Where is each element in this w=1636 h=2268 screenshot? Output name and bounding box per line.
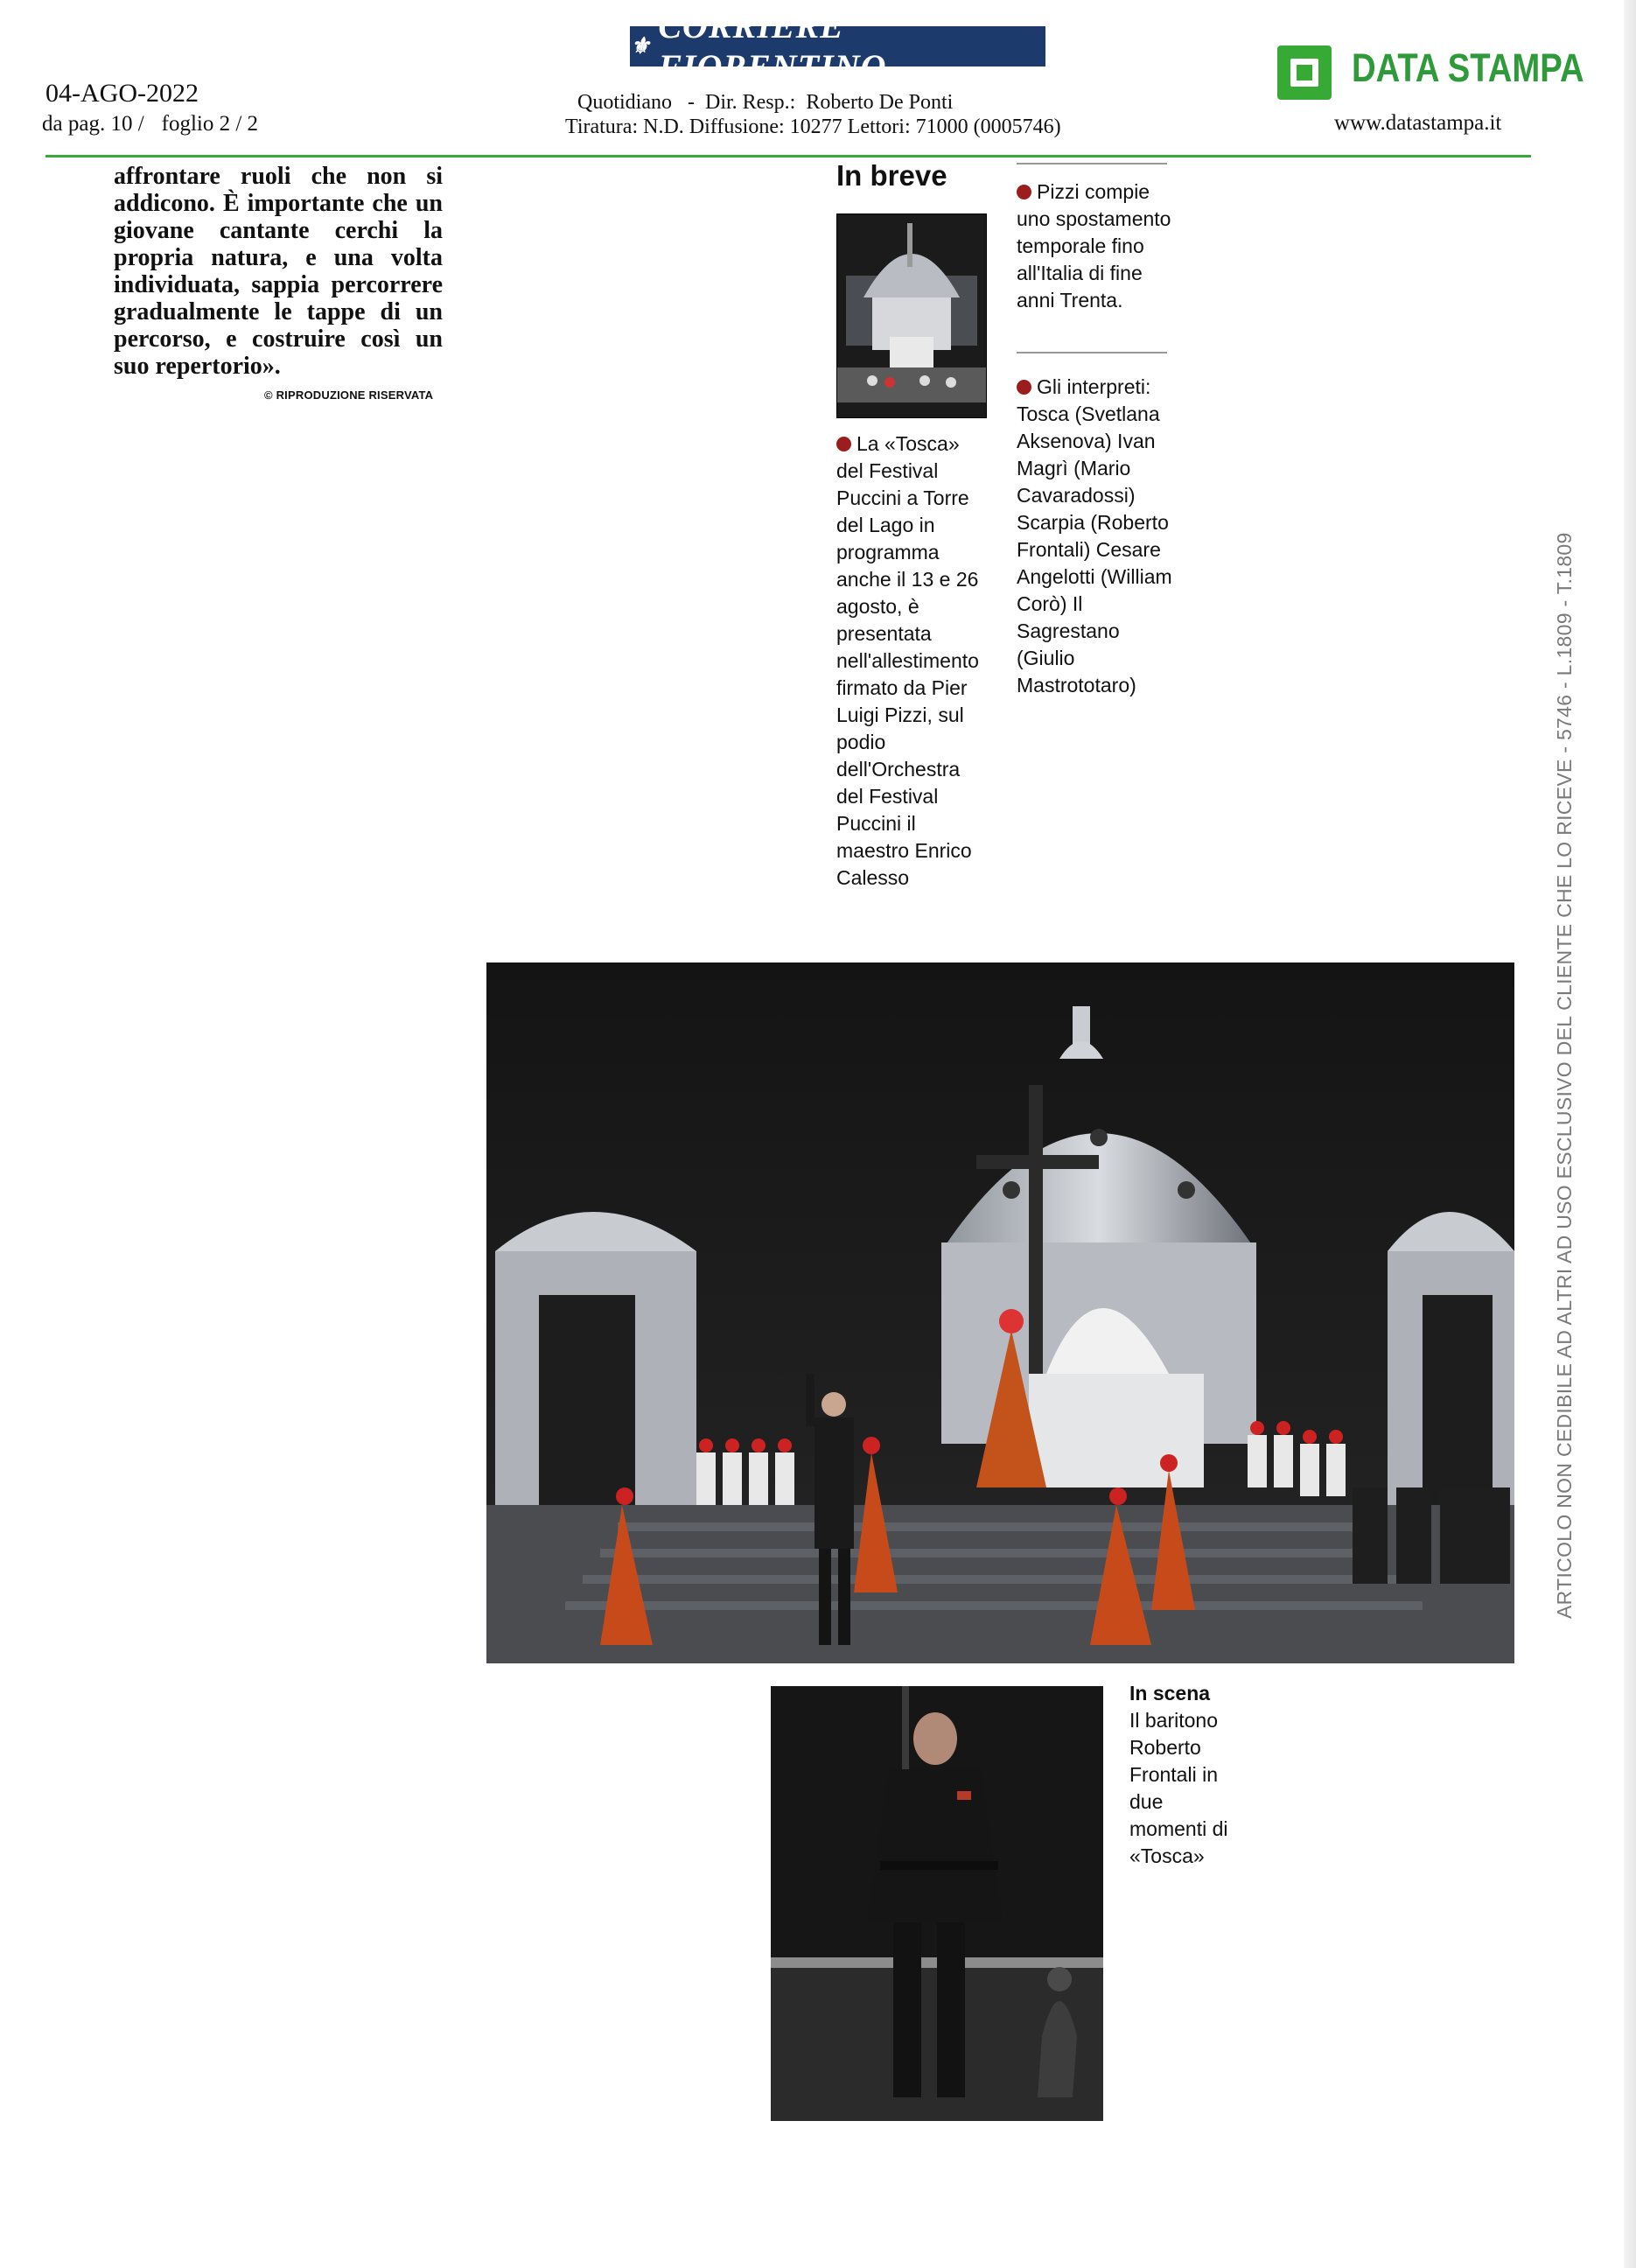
- usage-disclaimer: ARTICOLO NON CEDIBILE AD ALTRI AD USO ESCLUSIVO DEL CLIENTE CHE LO RICEVE - 5746 - L.1809 - T.1809: [1553, 532, 1576, 1619]
- bullet-dot-icon: [1017, 380, 1031, 395]
- newspaper-name: CORRIERE FIORENTINO: [658, 6, 887, 87]
- page-edge: [1624, 0, 1636, 2268]
- circulation-info: Tiratura: N.D. Diffusione: 10277 Lettori: 71000 (0005746): [565, 116, 1061, 138]
- sidebar-text-tosca: La «Tosca» del Festival Puccini a Torre del Lago in programma anche il 13 e 26 agosto, è presentata nell'allestimento firmato da Pier Luigi Pizzi, sul podio dell'Orchestra del Festival Puccini il maestro Enrico Calesso: [836, 432, 979, 889]
- publication-info: Quotidiano - Dir. Resp.: Roberto De Ponti: [577, 91, 954, 114]
- copyright-notice: © RIPRODUZIONE RISERVATA: [264, 388, 434, 402]
- lily-emblem-icon: ⚜: [630, 33, 652, 59]
- sheet-number: foglio 2 / 2: [161, 112, 259, 136]
- sidebar-rule-top: [1017, 163, 1167, 164]
- sidebar-rule-mid: [1017, 352, 1167, 354]
- issue-date: 04-AGO-2022: [45, 79, 199, 108]
- sidebar-item-tosca: [836, 430, 985, 892]
- sidebar-title: In breve: [836, 159, 947, 192]
- sidebar-item-cast: [1017, 374, 1174, 699]
- cast-lead: Gli interpreti:: [1037, 375, 1151, 398]
- baritone-portrait-photo: [771, 1686, 1103, 2121]
- bullet-dot-icon: [1017, 185, 1031, 200]
- sidebar-item-pizzi: [1017, 178, 1174, 314]
- article-paragraph: affrontare ruoli che non si addicono. È importante che un giovane cantante cerchi la propria natura, e una volta individuata, sappia percorrere gradualmente le tappe di un percorso, e costruire così un suo repertorio».: [114, 163, 443, 380]
- bullet-dot-icon: [836, 437, 851, 452]
- page-reference: [42, 112, 276, 136]
- cast-list: Tosca (Svetlana Aksenova) Ivan Magrì (Mario Cavaradossi) Scarpia (Roberto Frontali) Cesare Angelotti (William Corò) Il Sagrestano (Giulio Mastrototaro): [1017, 402, 1172, 696]
- photo-caption: [1129, 1680, 1243, 1870]
- page-number: da pag. 10 /: [42, 112, 144, 136]
- article-text: [114, 163, 443, 380]
- caption-title: In scena: [1129, 1682, 1211, 1704]
- newspaper-masthead: [630, 6, 1045, 87]
- agency-name: DATA STAMPA: [1352, 46, 1584, 90]
- header-divider: [45, 155, 1531, 158]
- sidebar-text-pizzi: Pizzi compie uno spostamento temporale fino all'Italia di fine anni Trenta.: [1017, 180, 1171, 312]
- agency-url[interactable]: www.datastampa.it: [1334, 111, 1502, 135]
- datastampa-logo-icon: [1277, 46, 1332, 100]
- caption-body: Il baritono Roberto Frontali in due momenti di «Tosca»: [1129, 1709, 1228, 1867]
- stage-photo-main: [486, 962, 1514, 1663]
- stage-photo-thumbnail: [836, 214, 987, 418]
